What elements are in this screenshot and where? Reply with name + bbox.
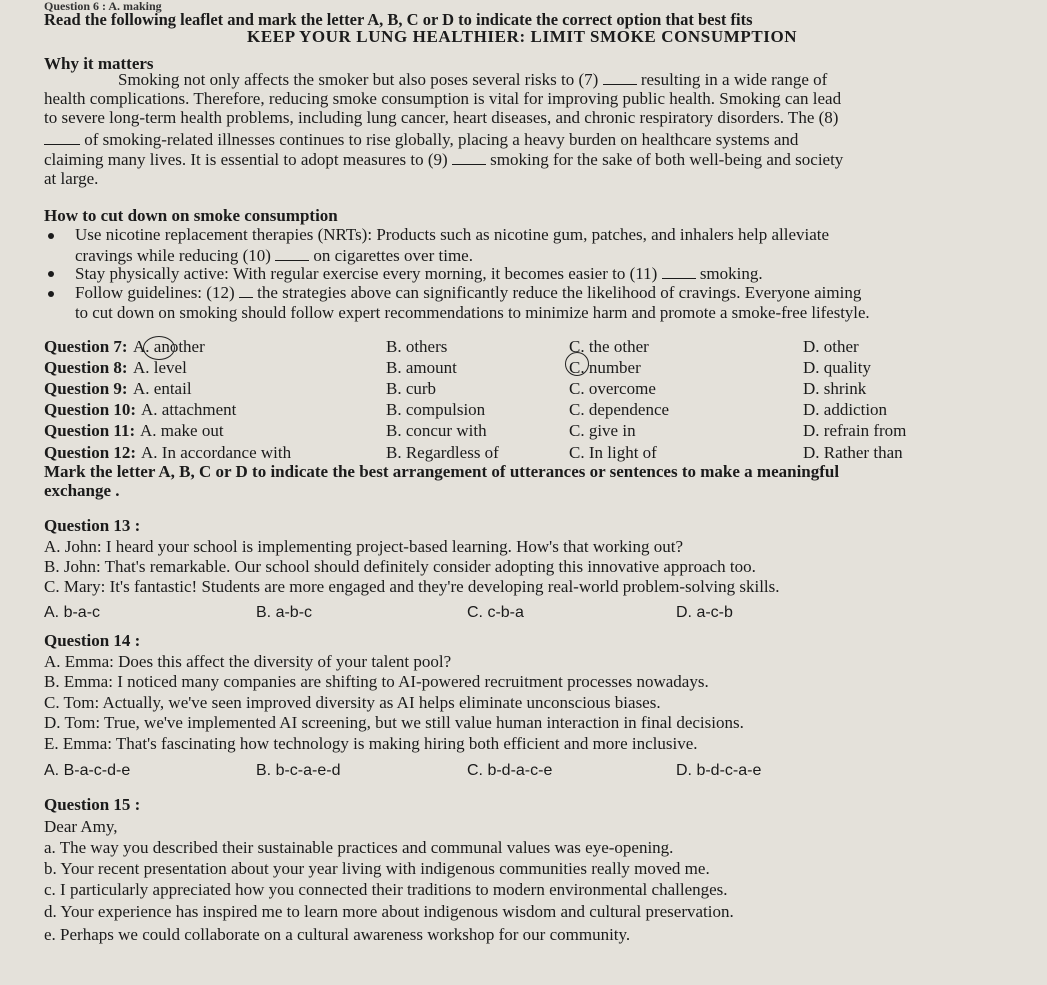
question-11-label: Question 11: <box>44 421 136 440</box>
question-12-option-c[interactable]: C. In light of <box>569 443 657 462</box>
q14-label: Question 14 : <box>44 631 141 650</box>
how-bullet-3 <box>75 283 861 303</box>
how-bullet-1b-b: on cigarettes over time. <box>313 246 473 265</box>
question-10-option-c[interactable]: C. dependence <box>569 400 670 419</box>
question-10-label: Question 10: <box>44 400 137 419</box>
blank-12[interactable] <box>239 283 253 298</box>
bullet-2 <box>48 271 54 277</box>
question-7-option-a[interactable]: A. another <box>133 337 205 356</box>
why-line-5a: claiming many lives. It is essential to adopt measures to (9) <box>44 150 448 169</box>
how-bullet-2a: Stay physically active: With regular exercise every morning, it becomes easier to (11) <box>75 264 658 283</box>
q14-option-a[interactable]: A. B-a-c-d-e <box>44 762 131 779</box>
question-12-option-d[interactable]: D. Rather than <box>803 443 903 462</box>
q14-line-a: A. Emma: Does this affect the diversity of your talent pool? <box>44 652 452 671</box>
how-bullet-3b: the strategies above can significantly reduce the likelihood of cravings. Everyone aiming <box>257 283 862 302</box>
question-7-option-c[interactable]: C. the other <box>569 337 649 356</box>
why-line-5b: smoking for the sake of both well-being and society <box>490 150 844 169</box>
question-12-label: Question 12: <box>44 443 137 462</box>
why-line-1b: resulting in a wide range of <box>640 70 828 89</box>
q14-line-e: E. Emma: That's fascinating how technology is making hiring both efficient and more inclusive. <box>44 734 698 753</box>
blank-9[interactable] <box>452 150 486 165</box>
bullet-3 <box>48 291 54 297</box>
blank-11[interactable] <box>662 264 696 279</box>
why-line-6: at large. <box>44 169 99 188</box>
q15-greeting: Dear Amy, <box>44 817 118 836</box>
question-8-option-b[interactable]: B. amount <box>386 358 457 377</box>
how-bullet-2b: smoking. <box>699 264 763 283</box>
question-9-option-c[interactable]: C. overcome <box>569 379 656 398</box>
question-10-option-b[interactable]: B. compulsion <box>386 400 486 419</box>
answer-circle-q7 <box>143 336 175 360</box>
q14-line-c: C. Tom: Actually, we've seen improved diversity as AI helps eliminate unconscious biases. <box>44 693 661 712</box>
why-line-4-text: of smoking-related illnesses continues to rise globally, placing a heavy burden on healthcare systems and <box>84 130 799 149</box>
how-bullet-3c: to cut down on smoking should follow expert recommendations to minimize harm and promote a smoke-free lifestyle. <box>75 303 870 322</box>
q14-line-b: B. Emma: I noticed many companies are shifting to AI-powered recruitment processes nowadays. <box>44 672 709 691</box>
why-heading: Why it matters <box>44 54 154 73</box>
how-bullet-1: Use nicotine replacement therapies (NRTs): Products such as nicotine gum, patches, and inhalers help alleviate <box>75 225 830 244</box>
why-line-1a: Smoking not only affects the smoker but also poses several risks to (7) <box>118 70 599 89</box>
why-line-3: to severe long-term health problems, including lung cancer, heart diseases, and chronic respiratory disorders. The (8) <box>44 108 839 127</box>
q14-option-c[interactable]: C. b-d-a-c-e <box>467 762 553 779</box>
how-bullet-2 <box>75 264 763 284</box>
q13-label: Question 13 : <box>44 516 141 535</box>
q14-line-d: D. Tom: True, we've implemented AI screening, but we still value human interaction in final decisions. <box>44 713 744 732</box>
question-11-option-c[interactable]: C. give in <box>569 421 636 440</box>
q13-option-c[interactable]: C. c-b-a <box>467 604 524 621</box>
why-line-5 <box>44 150 843 170</box>
bullet-1 <box>48 233 54 239</box>
leaflet-title: KEEP YOUR LUNG HEALTHIER: LIMIT SMOKE CONSUMPTION <box>247 27 798 46</box>
question-11-option-d[interactable]: D. refrain from <box>803 421 907 440</box>
how-bullet-3a: Follow guidelines: (12) <box>75 283 235 302</box>
q15-label: Question 15 : <box>44 795 141 814</box>
how-bullet-1b <box>75 246 473 266</box>
question-12-option-b[interactable]: B. Regardless of <box>386 443 499 462</box>
why-line-2: health complications. Therefore, reducing smoke consumption is vital for improving public health. Smoking can lead <box>44 89 842 108</box>
why-line-4 <box>44 130 798 150</box>
q15-line-a: a. The way you described their sustainable practices and communal values was eye-opening. <box>44 838 674 857</box>
q13-option-d[interactable]: D. a-c-b <box>676 604 733 621</box>
question-8-option-a[interactable]: A. level <box>133 358 187 377</box>
q15-line-d: d. Your experience has inspired me to learn more about indigenous wisdom and cultural preservation. <box>44 902 734 921</box>
question-9-label: Question 9: <box>44 379 128 398</box>
question-11-option-a[interactable]: A. make out <box>140 421 224 440</box>
q13-option-b[interactable]: B. a-b-c <box>256 604 313 621</box>
how-bullet-1b-a: cravings while reducing (10) <box>75 246 271 265</box>
blank-7[interactable] <box>603 70 637 85</box>
q14-option-d[interactable]: D. b-d-c-a-e <box>676 762 762 779</box>
question-7-label: Question 7: <box>44 337 128 356</box>
question-7-option-b[interactable]: B. others <box>386 337 448 356</box>
why-line-1 <box>118 70 827 90</box>
q15-line-b: b. Your recent presentation about your year living with indigenous communities really moved me. <box>44 859 710 878</box>
question-8-option-d[interactable]: D. quality <box>803 358 871 377</box>
q13-option-a[interactable]: A. b-a-c <box>44 604 101 621</box>
question-12-option-a[interactable]: A. In accordance with <box>141 443 292 462</box>
question-8-option-c[interactable]: C. number <box>569 358 641 377</box>
arrangement-instruction: Mark the letter A, B, C or D to indicate the best arrangement of utterances or sentences to make a meaningful <box>44 462 840 481</box>
q13-line-b: B. John: That's remarkable. Our school should definitely consider adopting this innovative approach too. <box>44 557 756 576</box>
question-8-label: Question 8: <box>44 358 128 377</box>
q15-line-e: e. Perhaps we could collaborate on a cultural awareness workshop for our community. <box>44 925 631 944</box>
question-9-option-b[interactable]: B. curb <box>386 379 437 398</box>
question-10-option-a[interactable]: A. attachment <box>141 400 237 419</box>
q15-line-c: c. I particularly appreciated how you connected their traditions to modern environmental challenges. <box>44 880 728 899</box>
question-7-option-d[interactable]: D. other <box>803 337 859 356</box>
reading-instruction: Read the following leaflet and mark the letter A, B, C or D to indicate the correct option that best fits <box>44 10 753 29</box>
answer-circle-q8 <box>565 352 589 376</box>
blank-8[interactable] <box>44 130 80 145</box>
q14-option-b[interactable]: B. b-c-a-e-d <box>256 762 341 779</box>
question-9-option-a[interactable]: A. entail <box>133 379 192 398</box>
q13-line-a: A. John: I heard your school is implementing project-based learning. How's that working out? <box>44 537 684 556</box>
question-6-label: Question 6 : A. making <box>44 0 162 13</box>
question-11-option-b[interactable]: B. concur with <box>386 421 487 440</box>
blank-10[interactable] <box>275 246 309 261</box>
q13-line-c: C. Mary: It's fantastic! Students are more engaged and they're developing real-world problem-solving skills. <box>44 577 780 596</box>
arrangement-instruction-2: exchange . <box>44 481 120 500</box>
how-heading: How to cut down on smoke consumption <box>44 206 338 225</box>
question-10-option-d[interactable]: D. addiction <box>803 400 888 419</box>
question-9-option-d[interactable]: D. shrink <box>803 379 867 398</box>
